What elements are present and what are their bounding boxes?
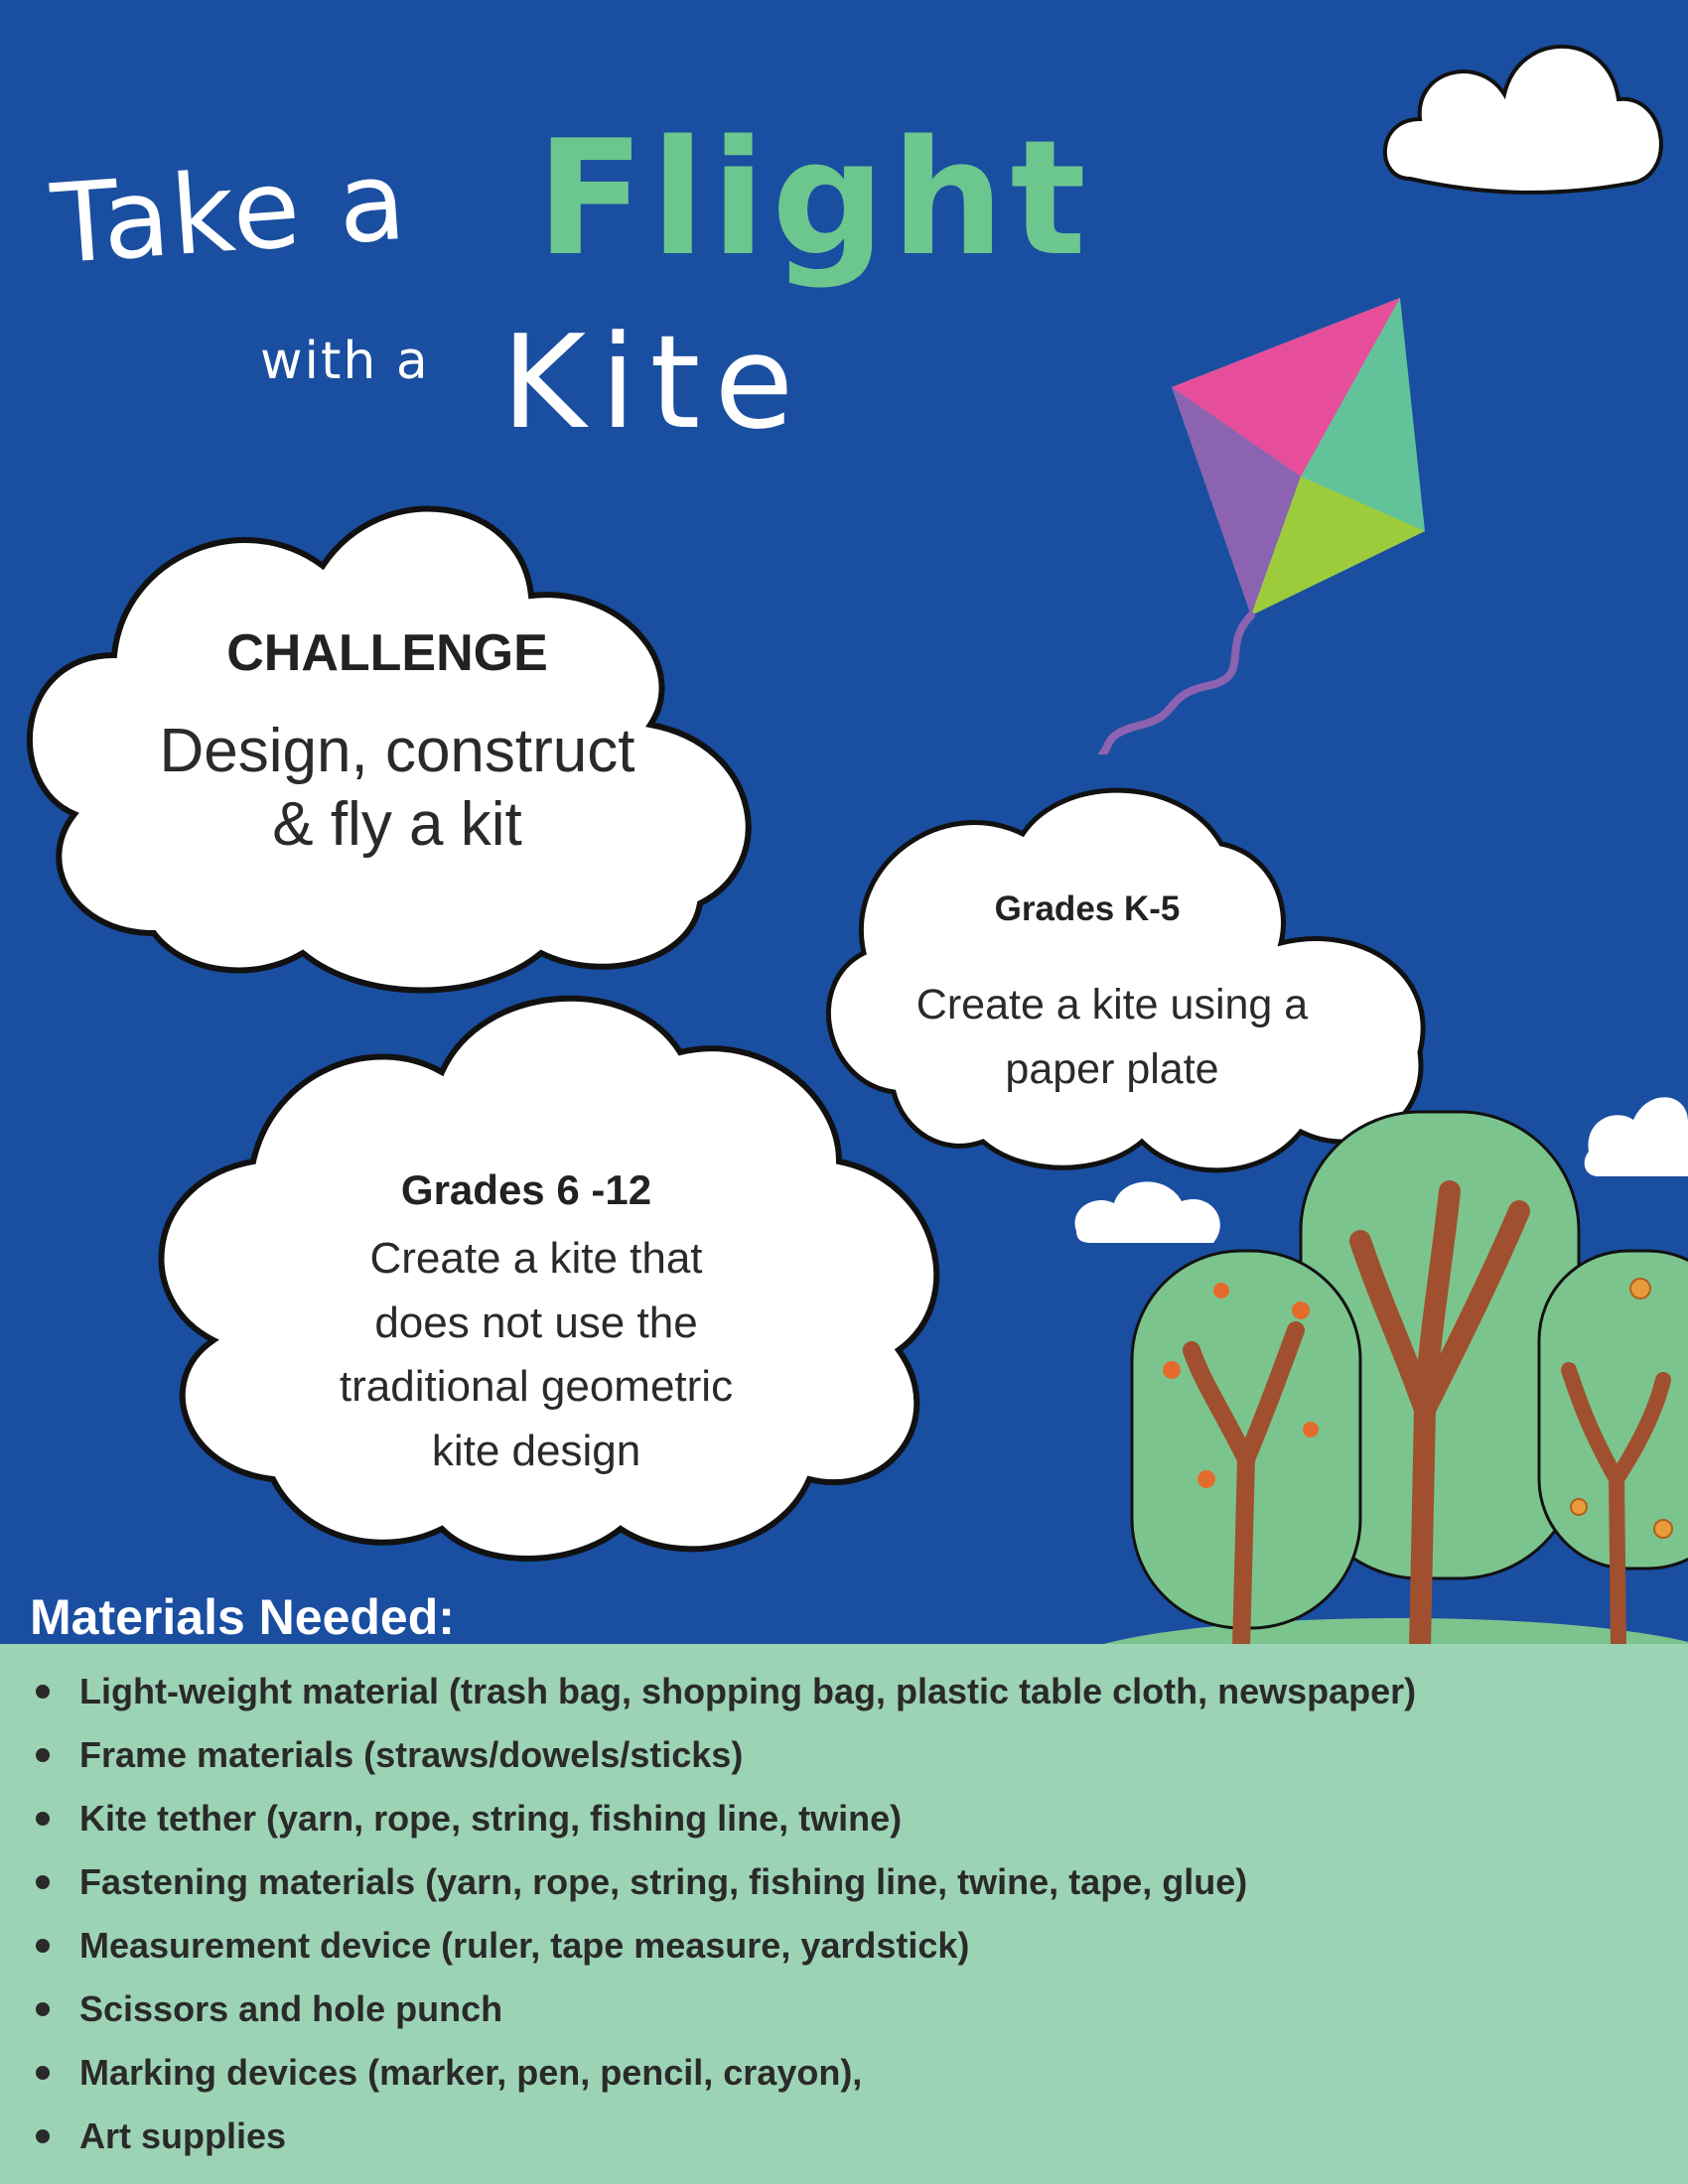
materials-list: [36, 1660, 1416, 2168]
challenge-line-2: & fly a kit: [272, 790, 522, 860]
bullet-icon: [36, 1812, 50, 1826]
k5-heading: Grades K-5: [994, 889, 1181, 928]
list-item: Measurement device (ruler, tape measure, yardstick): [36, 1914, 1416, 1978]
kite-icon: [1023, 288, 1440, 754]
bullet-icon: [36, 1875, 50, 1889]
list-item: Scissors and hole punch: [36, 1978, 1416, 2041]
grades-6-12-line-1: Create a kite that: [369, 1234, 703, 1283]
grades-6-12-body: [268, 1227, 804, 1484]
title-with-a: with a: [260, 332, 430, 391]
challenge-body: [109, 715, 685, 863]
grades-6-12-line-3: traditional geometric: [339, 1362, 734, 1412]
list-item: Frame materials (straws/dowels/sticks): [36, 1723, 1416, 1787]
bullet-icon: [36, 1685, 50, 1699]
list-item: Art supplies: [36, 2105, 1416, 2168]
k5-line-1: Create a kite using a: [915, 981, 1309, 1028]
list-item: Light-weight material (trash bag, shopping bag, plastic table cloth, newspaper): [36, 1660, 1416, 1723]
list-item: Fastening materials (yarn, rope, string, fishing line, twine, tape, glue): [36, 1850, 1416, 1914]
title-kite: Kite: [501, 307, 808, 458]
title-flight: Flight: [536, 105, 1092, 291]
title-take-a: Take a: [47, 136, 412, 289]
k5-line-2: paper plate: [1005, 1044, 1219, 1093]
top-cloud-icon: [1380, 10, 1678, 228]
bullet-icon: [36, 2066, 50, 2080]
challenge-line-1: Design, construct: [159, 717, 635, 785]
list-item: Marking devices (marker, pen, pencil, crayon),: [36, 2041, 1416, 2105]
materials-title: Materials Needed:: [30, 1589, 455, 1645]
challenge-heading: CHALLENGE: [226, 624, 548, 682]
bullet-icon: [36, 1939, 50, 1953]
list-item: Kite tether (yarn, rope, string, fishing line, twine): [36, 1787, 1416, 1850]
bullet-icon: [36, 2002, 50, 2016]
grades-6-12-line-2: does not use the: [374, 1297, 698, 1347]
trees-illustration: [1072, 1082, 1688, 1658]
bullet-icon: [36, 1748, 50, 1762]
grades-6-12-line-4: kite design: [431, 1427, 641, 1476]
bullet-icon: [36, 2129, 50, 2143]
small-cloud-right-icon: [1585, 1097, 1688, 1176]
grades-6-12-heading: Grades 6 -12: [400, 1166, 652, 1213]
small-cloud-icon: [1075, 1181, 1220, 1243]
